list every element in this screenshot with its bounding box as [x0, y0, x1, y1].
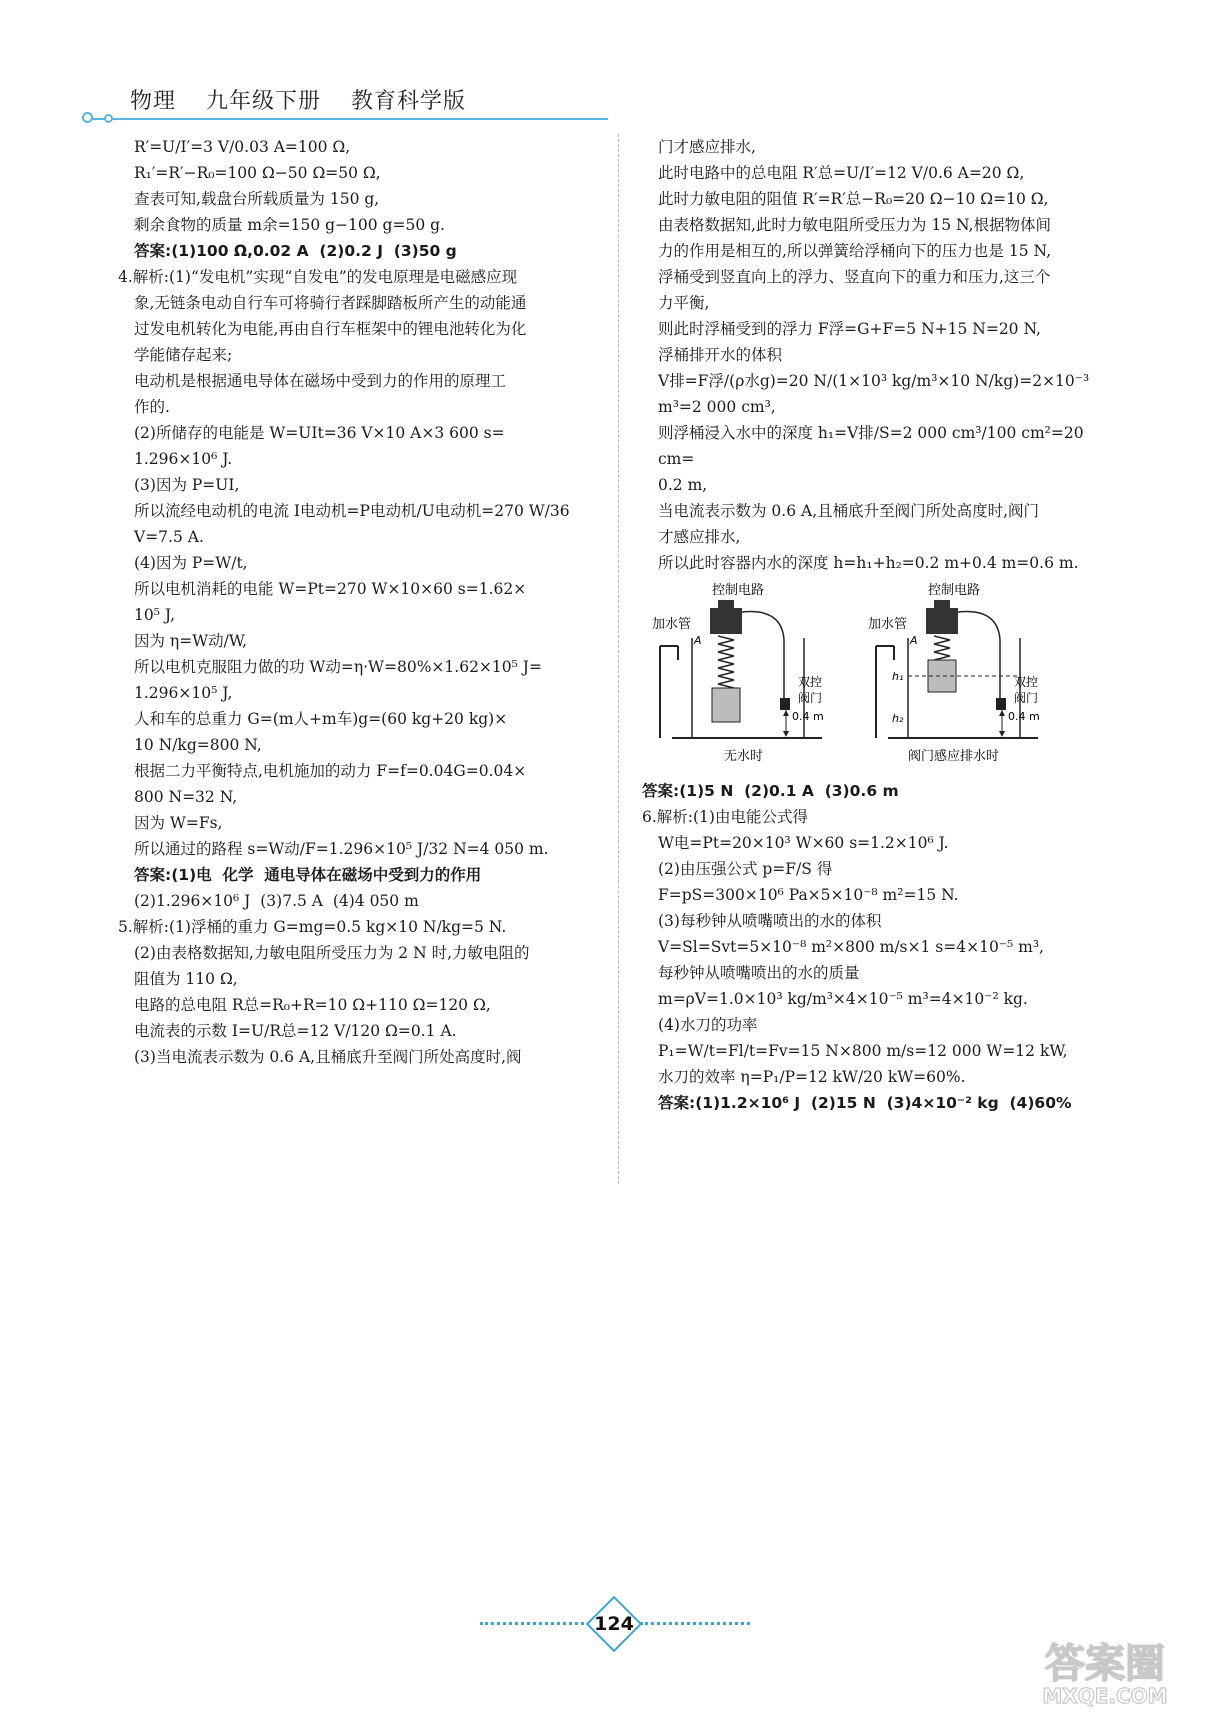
- text-line: 所以流经电动机的电流 I电动机=P电动机/U电动机=270 W/36 V=7.5 A.: [134, 502, 575, 546]
- text-line: (2)所储存的电能是 W=UIt=36 V×10 A×3 600 s=: [134, 424, 505, 442]
- fig2-h2-label: h₂: [892, 712, 904, 725]
- watermark-logo: [1000, 1637, 1210, 1707]
- text-line: m=ρV=1.0×10³ kg/m³×4×10⁻⁵ m³=4×10⁻² kg.: [658, 990, 1028, 1008]
- text-line: 才感应排水,: [658, 528, 741, 546]
- text-line: 所以电机消耗的电能 W=Pt=270 W×10×60 s=1.62×: [134, 580, 527, 598]
- footer-dots-left: [480, 1622, 590, 1625]
- text-line: 此时电路中的总电阻 R′总=U/I′=12 V/0.6 A=20 Ω,: [658, 164, 1025, 182]
- text-line: 因为 η=W动/W,: [134, 632, 248, 650]
- text-line: W电=Pt=20×10³ W×60 s=1.2×10⁶ J.: [658, 834, 949, 852]
- fig1-height-label: 0.4 m: [792, 710, 824, 723]
- text-line: 水刀的效率 η=P₁/P=12 kW/20 kW=60%.: [658, 1068, 966, 1086]
- fig2-caption: 阀门感应排水时: [908, 749, 1000, 764]
- footer-dots-right: [640, 1622, 750, 1625]
- text-line: 人和车的总重力 G=(m人+m车)g=(60 kg+20 kg)×: [134, 710, 508, 728]
- text-line: 电路的总电阻 R总=R₀+R=10 Ω+110 Ω=120 Ω,: [134, 996, 491, 1014]
- header-rule: [88, 118, 608, 120]
- text-line: R₁′=R′−R₀=100 Ω−50 Ω=50 Ω,: [134, 164, 381, 182]
- text-line: (2)1.296×10⁶ J (3)7.5 A (4)4 050 m: [134, 892, 419, 910]
- text-line: (3)因为 P=UI,: [134, 476, 240, 494]
- text-line: 门才感应排水,: [658, 138, 756, 156]
- answer-line: 答案:(1)5 N (2)0.1 A (3)0.6 m: [642, 782, 899, 800]
- fig1-caption: 无水时: [724, 749, 764, 764]
- figure-valve-draining: [868, 580, 1078, 784]
- text-line: V=Sl=Svt=5×10⁻⁸ m²×800 m/s×1 s=4×10⁻⁵ m³,: [658, 938, 1044, 956]
- text-line: 力平衡,: [658, 294, 710, 312]
- answer-line: 答案:(1)1.2×10⁶ J (2)15 N (3)4×10⁻² kg (4)60%: [658, 1094, 1072, 1112]
- text-line: 则浮桶浸入水中的深度 h₁=V排/S=2 000 cm³/100 cm²=20 cm=: [658, 424, 1089, 468]
- text-line: (4)因为 P=W/t,: [134, 554, 248, 572]
- right-column-bottom: [642, 778, 1110, 1116]
- column-divider: [618, 134, 619, 1184]
- fig1-valve-label-2: 阀门: [798, 691, 823, 705]
- fig1-point-label: A: [694, 634, 702, 647]
- text-line: 阻值为 110 Ω,: [134, 970, 238, 988]
- fig1-pipe-label: 加水管: [652, 617, 692, 632]
- text-line: 电动机是根据通电导体在磁场中受到力的作用的原理工: [134, 372, 507, 390]
- text-line: 10⁵ J,: [134, 606, 176, 624]
- text-line: P₁=W/t=Fl/t=Fv=15 N×800 m/s=12 000 W=12 kW,: [658, 1042, 1068, 1060]
- answer-line: 答案:(1)100 Ω,0.02 A (2)0.2 J (3)50 g: [134, 242, 457, 260]
- fig2-height-label: 0.4 m: [1008, 710, 1040, 723]
- text-line: 学能储存起来;: [134, 346, 233, 364]
- running-header: [130, 84, 488, 115]
- figures: [642, 580, 1110, 776]
- header-subject: 物理: [130, 89, 177, 114]
- watermark-text: 答案圈: [1045, 1641, 1165, 1687]
- text-line: 所以此时容器内水的深度 h=h₁+h₂=0.2 m+0.4 m=0.6 m.: [658, 554, 1079, 572]
- right-column: [642, 134, 1110, 1116]
- fig2-point-label: A: [910, 634, 918, 647]
- text-line: (2)由压强公式 p=F/S 得: [658, 860, 833, 878]
- text-line: 由表格数据知,此时力敏电阻所受压力为 15 N,根据物体间: [658, 216, 1052, 234]
- text-line: 4.解析:(1)“发电机”实现“自发电”的发电原理是电磁感应现: [118, 268, 518, 286]
- text-line: 5.解析:(1)浮桶的重力 G=mg=0.5 kg×10 N/kg=5 N.: [118, 918, 507, 936]
- fig2-valve-label: 双控: [1014, 675, 1039, 689]
- fig2-pipe-label: 加水管: [868, 617, 908, 632]
- header-dot: [104, 114, 113, 123]
- text-line: F=pS=300×10⁶ Pa×5×10⁻⁸ m²=15 N.: [658, 886, 959, 904]
- text-line: 浮桶受到竖直向上的浮力、竖直向下的重力和压力,这三个: [658, 268, 1051, 286]
- fig2-h1-label: h₁: [892, 670, 904, 683]
- text-line: 800 N=32 N,: [134, 788, 238, 806]
- text-line: 过发电机转化为电能,再由自行车框架中的锂电池转化为化: [134, 320, 527, 338]
- text-line: 作的.: [134, 398, 170, 416]
- text-line: 此时力敏电阻的阻值 R′=R′总−R₀=20 Ω−10 Ω=10 Ω,: [658, 190, 1049, 208]
- text-line: 剩余食物的质量 m余=150 g−100 g=50 g.: [134, 216, 445, 234]
- text-line: (2)由表格数据知,力敏电阻所受压力为 2 N 时,力敏电阻的: [134, 944, 530, 962]
- fig2-valve-label-2: 阀门: [1014, 691, 1039, 705]
- text-line: 电流表的示数 I=U/R总=12 V/120 Ω=0.1 A.: [134, 1022, 457, 1040]
- text-line: 则此时浮桶受到的浮力 F浮=G+F=5 N+15 N=20 N,: [658, 320, 1041, 338]
- text-line: 10 N/kg=800 N,: [134, 736, 262, 754]
- answer-line: 答案:(1)电 化学 通电导体在磁场中受到力的作用: [134, 866, 482, 884]
- text-line: 力的作用是相互的,所以弹簧给浮桶向下的压力也是 15 N,: [658, 242, 1052, 260]
- text-line: 所以通过的路程 s=W动/F=1.296×10⁵ J/32 N=4 050 m.: [134, 840, 549, 858]
- right-column-top: [642, 134, 1110, 576]
- text-line: 根据二力平衡特点,电机施加的动力 F=f=0.04G=0.04×: [134, 762, 527, 780]
- text-line: 0.2 m,: [658, 476, 708, 494]
- text-line: 浮桶排开水的体积: [658, 346, 783, 364]
- watermark-url: MXQE.COM: [1042, 1684, 1168, 1707]
- left-column: [118, 134, 606, 1070]
- header-dot: [82, 112, 93, 123]
- text-line: 所以电机克服阻力做的功 W动=η·W=80%×1.62×10⁵ J=: [134, 658, 542, 676]
- text-line: 因为 W=Fs,: [134, 814, 223, 832]
- text-line: 查表可知,载盘台所载质量为 150 g,: [134, 190, 380, 208]
- text-line: (3)每秒钟从喷嘴喷出的水的体积: [658, 912, 882, 930]
- figure-no-water: [652, 580, 852, 784]
- text-line: 每秒钟从喷嘴喷出的水的质量: [658, 964, 860, 982]
- text-line: V排=F浮/(ρ水g)=20 N/(1×10³ kg/m³×10 N/kg)=2×10⁻³ m³=2 000 cm³,: [658, 372, 1095, 416]
- text-line: 象,无链条电动自行车可将骑行者踩脚踏板所产生的动能通: [134, 294, 527, 312]
- page-number: 124: [594, 1613, 634, 1635]
- header-grade: 九年级下册: [206, 89, 322, 114]
- text-line: R′=U/I′=3 V/0.03 A=100 Ω,: [134, 138, 351, 156]
- fig2-control-label: 控制电路: [928, 583, 981, 598]
- text-line: 当电流表示数为 0.6 A,且桶底升至阀门所处高度时,阀门: [658, 502, 1040, 520]
- header-publisher: 教育科学版: [351, 89, 467, 114]
- text-line: (4)水刀的功率: [658, 1016, 758, 1034]
- text-line: (3)当电流表示数为 0.6 A,且桶底升至阀门所处高度时,阀: [134, 1048, 522, 1066]
- fig1-valve-label: 双控: [798, 675, 823, 689]
- page-footer: [0, 1602, 1224, 1642]
- text-line: 6.解析:(1)由电能公式得: [642, 808, 808, 826]
- text-line: 1.296×10⁵ J,: [134, 684, 233, 702]
- fig1-control-label: 控制电路: [712, 583, 765, 598]
- text-line: 1.296×10⁶ J.: [134, 450, 233, 468]
